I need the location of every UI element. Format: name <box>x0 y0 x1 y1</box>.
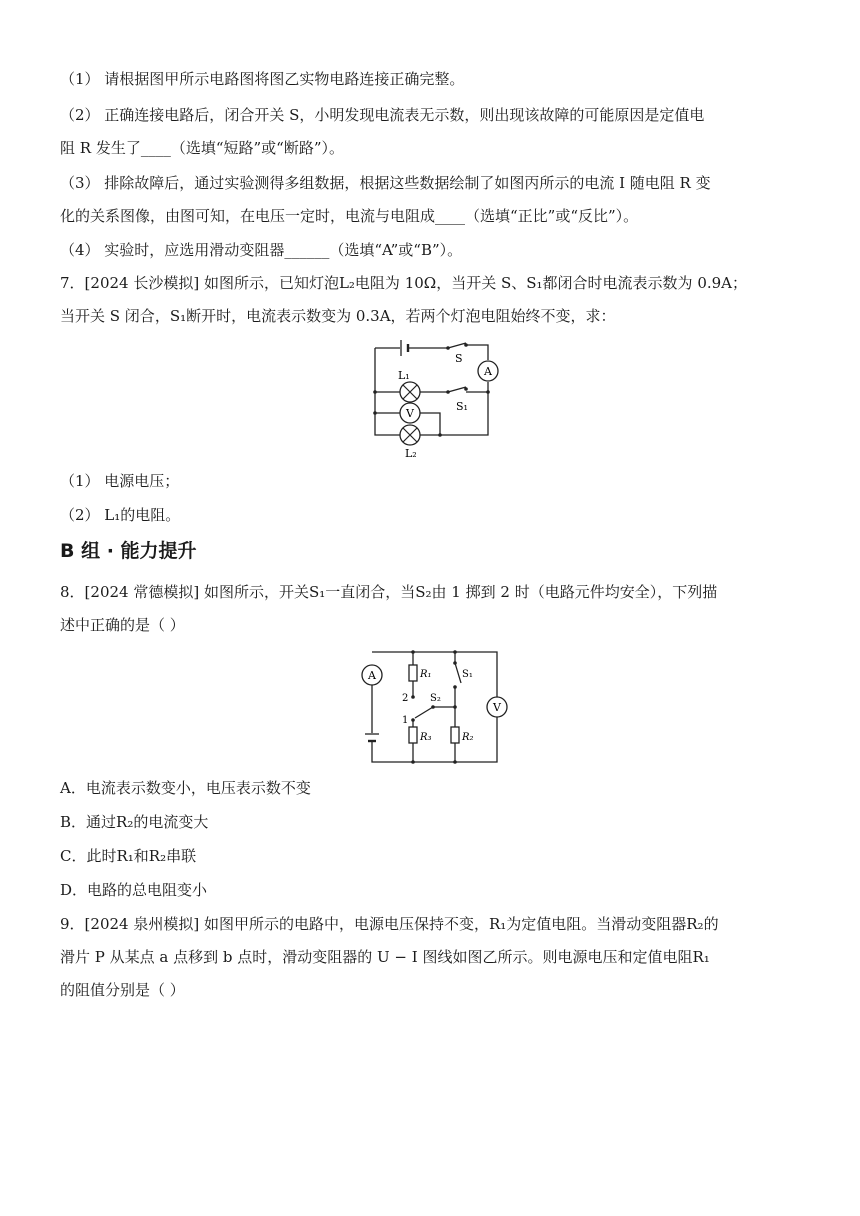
option-c: C．此时R₁和R₂串联 <box>60 847 197 865</box>
text-line: （1） 请根据图甲所示电路图将图乙实物电路连接正确完整。 <box>60 70 465 88</box>
svg-text:S₁: S₁ <box>456 400 468 413</box>
svg-text:S: S <box>455 352 463 365</box>
text-line: （1） 电源电压； <box>60 472 180 490</box>
text-line: 阻 R 发生了____（选填“短路”或“断路”）。 <box>60 139 345 157</box>
svg-text:V: V <box>493 701 501 714</box>
text-line: 化的关系图像，由图可知，在电压一定时，电流与电阻成____（选填“正比”或“反比”）。 <box>60 207 639 225</box>
option-a: A．电流表示数变小，电压表示数不变 <box>60 779 311 797</box>
svg-text:S₁: S₁ <box>462 669 473 680</box>
circuit-figure-q7 <box>370 340 500 469</box>
text-line: （2） 正确连接电路后，闭合开关 S，小明发现电流表无示数，则出现该故障的可能原因是定值电 <box>60 106 705 124</box>
question-8-line: 8．[2024 常德模拟] 如图所示，开关S₁一直闭合，当S₂由 1 掷到 2 时（电路元件均安全），下列描 <box>60 583 718 601</box>
circuit-figure-q8 <box>355 645 510 774</box>
question-9-line: 9．[2024 泉州模拟] 如图甲所示的电路中，电源电压保持不变，R₁为定值电阻。当滑动变阻器R₂的 <box>60 915 719 933</box>
svg-text:1: 1 <box>402 715 409 726</box>
text-line: 滑片 P 从某点 a 点移到 b 点时，滑动变阻器的 U − I 图线如图乙所示。则电源电压和定值电阻R₁ <box>60 948 710 966</box>
text-line: 述中正确的是（ ） <box>60 616 185 634</box>
svg-text:R₂: R₂ <box>462 732 474 743</box>
resistor-r1-symbol <box>409 665 417 681</box>
option-b: B．通过R₂的电流变大 <box>60 813 209 831</box>
svg-text:S₂: S₂ <box>430 693 441 704</box>
text-line: （2） L₁的电阻。 <box>60 506 181 524</box>
question-7-line: 7．[2024 长沙模拟] 如图所示，已知灯泡L₂电阻为 10Ω，当开关 S、S₁都闭合时电流表示数为 0.9A； <box>60 274 748 292</box>
section-heading: B 组 · 能力提升 <box>60 540 197 562</box>
option-d: D．电路的总电阻变小 <box>60 881 208 899</box>
text-line: 当开关 S 闭合，S₁断开时，电流表示数变为 0.3A，若两个灯泡电阻始终不变，求： <box>60 307 616 325</box>
text-line: （4） 实验时，应选用滑动变阻器______（选填“A”或“B”）。 <box>60 241 463 259</box>
svg-text:R₁: R₁ <box>420 669 432 680</box>
resistor-r3-symbol <box>409 727 417 743</box>
svg-text:L₁: L₁ <box>398 369 410 382</box>
svg-text:2: 2 <box>402 693 409 704</box>
svg-text:V: V <box>406 407 414 420</box>
resistor-r2-symbol <box>451 727 459 743</box>
svg-text:R₃: R₃ <box>420 732 432 743</box>
svg-text:A: A <box>368 669 376 682</box>
text-line: 的阻值分别是（ ） <box>60 981 185 999</box>
text-line: （3） 排除故障后，通过实验测得多组数据，根据这些数据绘制了如图丙所示的电流 I 随电阻 R 变 <box>60 174 711 192</box>
svg-text:A: A <box>484 365 492 378</box>
svg-text:L₂: L₂ <box>405 447 417 460</box>
